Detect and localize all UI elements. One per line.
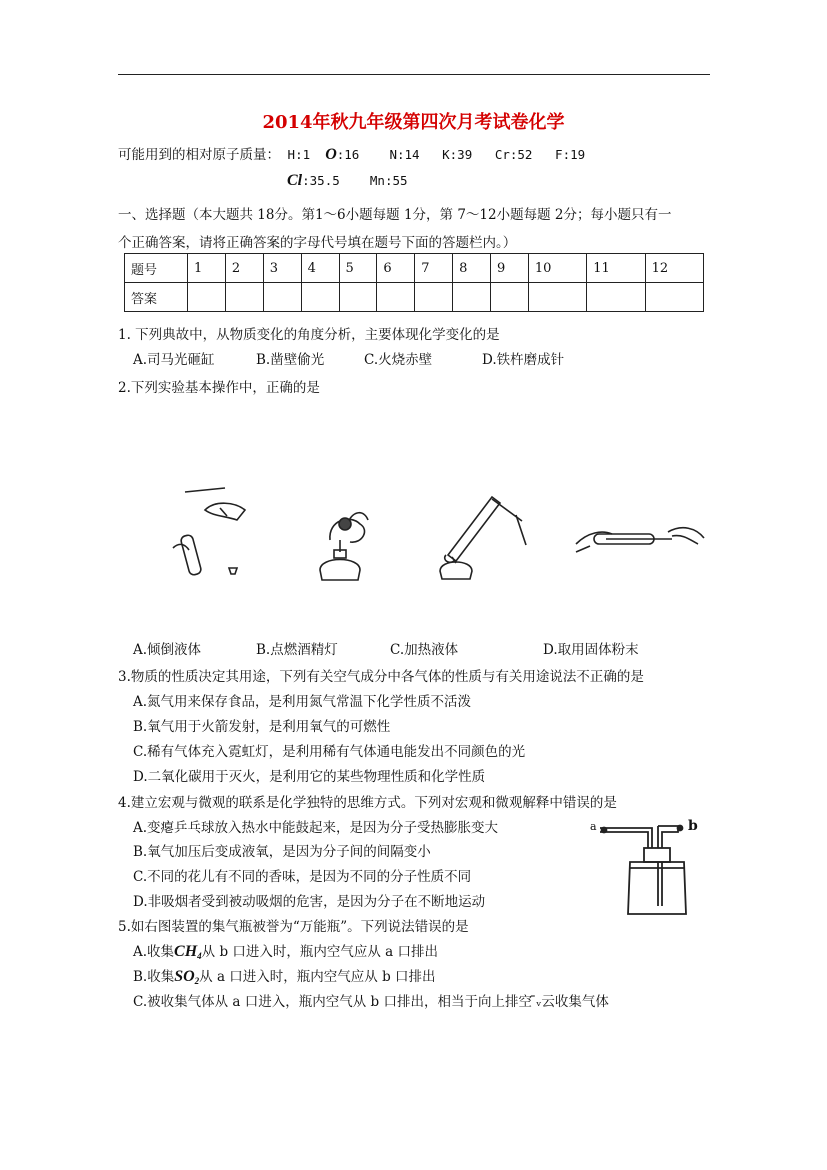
answer-cell[interactable] bbox=[225, 283, 263, 312]
heating-liquid-figure bbox=[430, 485, 540, 585]
table-header-cell: 题号 bbox=[125, 254, 188, 283]
q3-option-a: A.氮气用来保存食品，是利用氮气常温下化学性质不活泼 bbox=[133, 694, 472, 710]
q4-option-a: A.变瘪乒乓球放入热水中能鼓起来，是因为分子受热膨胀变大 bbox=[133, 820, 499, 836]
q2-option-c: C.加热液体 bbox=[390, 642, 459, 658]
bottle-label-a: a bbox=[590, 820, 597, 833]
question-number-cell: 6 bbox=[377, 254, 415, 283]
top-rule bbox=[118, 74, 710, 75]
q4-option-b: B.氧气加压后变成液氧，是因为分子间的间隔变小 bbox=[133, 844, 431, 860]
section-instructions-1: 一、选择题（本大题共 18分。第1～6小题每题 1分，第 7～12小题每题 2分；每小题只有一 bbox=[118, 207, 672, 223]
table-row bbox=[125, 254, 704, 283]
answer-cell[interactable] bbox=[528, 283, 586, 312]
answer-cell[interactable] bbox=[587, 283, 645, 312]
answer-cell[interactable] bbox=[377, 283, 415, 312]
q5-option-b: B.收集$SO_2$从 a 口进入时，瓶内空气应从 b 口排出 bbox=[133, 968, 436, 986]
answer-cell[interactable] bbox=[339, 283, 377, 312]
element-h: H:1 bbox=[287, 147, 311, 162]
question-number-cell: 5 bbox=[339, 254, 377, 283]
question-number-cell: 9 bbox=[491, 254, 529, 283]
q4-option-c: C.不同的花儿有不同的香味，是因为不同的分子性质不同 bbox=[133, 869, 472, 885]
solid-powder-figure bbox=[572, 512, 712, 562]
q1-option-d: D.铁杵磨成针 bbox=[482, 352, 565, 368]
alcohol-lamp-figure bbox=[310, 500, 390, 585]
q1-option-c: C.火烧赤壁 bbox=[364, 352, 433, 368]
answer-cell[interactable] bbox=[301, 283, 339, 312]
q5-stem: 5.如右图装置的集气瓶被誉为“万能瓶”。下列说法错误的是 bbox=[118, 919, 469, 935]
table-row bbox=[125, 283, 704, 312]
q3-option-b: B.氧气用于火箭发射，是利用氧气的可燃性 bbox=[133, 719, 391, 735]
element-f: F:19 bbox=[555, 147, 586, 162]
element-mn: Mn:55 bbox=[369, 173, 408, 188]
page-title: 2014年秋九年级第四次月考试卷化学 bbox=[262, 112, 565, 133]
answer-cell[interactable] bbox=[263, 283, 301, 312]
atomic-mass-line-1 bbox=[118, 143, 585, 164]
question-number-cell: 1 bbox=[188, 254, 226, 283]
bottle-label-b: b bbox=[688, 818, 698, 834]
q2-option-a: A.倾倒液体 bbox=[133, 642, 202, 658]
question-number-cell: 12 bbox=[645, 254, 703, 283]
table-header-cell: 答案 bbox=[125, 283, 188, 312]
element-cl: Cl:35.5 bbox=[287, 172, 340, 189]
gas-collection-bottle-figure bbox=[590, 818, 710, 920]
q1-option-a: A.司马光砸缸 bbox=[133, 352, 215, 368]
q2-option-b: B.点燃酒精灯 bbox=[256, 642, 338, 658]
question-number-cell: 10 bbox=[528, 254, 586, 283]
q2-stem: 2.下列实验基本操作中，正确的是 bbox=[118, 380, 320, 396]
q4-option-d: D.非吸烟者受到被动吸烟的危害，是因为分子在不断地运动 bbox=[133, 894, 486, 910]
question-number-cell: 2 bbox=[225, 254, 263, 283]
q1-option-b: B.凿壁偷光 bbox=[256, 352, 325, 368]
question-number-cell: 7 bbox=[415, 254, 453, 283]
question-number-cell: 11 bbox=[587, 254, 645, 283]
element-n: N:14 bbox=[389, 147, 420, 162]
q5-option-a: A.收集$CH_4$从 b 口进入时，瓶内空气应从 a 口排出 bbox=[133, 943, 439, 961]
answer-table bbox=[124, 253, 704, 312]
atomic-mass-line-2 bbox=[287, 172, 408, 190]
q5-option-c: C.被收集气体从 a 口进入，瓶内空气从 b 口排出，相当于向上排空 ̄ᵥ云收集气体 bbox=[133, 994, 609, 1010]
question-number-cell: 3 bbox=[263, 254, 301, 283]
atomic-mass-label: 可能用到的相对原子质量： bbox=[118, 147, 280, 163]
element-k: K:39 bbox=[442, 147, 473, 162]
q2-option-d: D.取用固体粉末 bbox=[543, 642, 639, 658]
element-o: O:16 bbox=[325, 146, 360, 163]
q3-option-c: C.稀有气体充入霓虹灯，是利用稀有气体通电能发出不同颜色的光 bbox=[133, 744, 526, 760]
q1-stem: 1. 下列典故中，从物质变化的角度分析，主要体现化学变化的是 bbox=[118, 327, 500, 343]
section-instructions-2: 个正确答案，请将正确答案的字母代号填在题号下面的答题栏内。） bbox=[118, 235, 517, 251]
pouring-liquid-figure bbox=[165, 480, 275, 580]
q3-stem: 3.物质的性质决定其用途，下列有关空气成分中各气体的性质与有关用途说法不正确的是 bbox=[118, 669, 644, 685]
element-cr: Cr:52 bbox=[494, 147, 533, 162]
q4-stem: 4.建立宏观与微观的联系是化学独特的思维方式。下列对宏观和微观解释中错误的是 bbox=[118, 795, 617, 811]
answer-cell[interactable] bbox=[453, 283, 491, 312]
question-number-cell: 8 bbox=[453, 254, 491, 283]
answer-cell[interactable] bbox=[491, 283, 529, 312]
q3-option-d: D.二氧化碳用于灭火，是利用它的某些物理性质和化学性质 bbox=[133, 769, 486, 785]
answer-cell[interactable] bbox=[188, 283, 226, 312]
answer-cell[interactable] bbox=[645, 283, 703, 312]
answer-cell[interactable] bbox=[415, 283, 453, 312]
question-number-cell: 4 bbox=[301, 254, 339, 283]
